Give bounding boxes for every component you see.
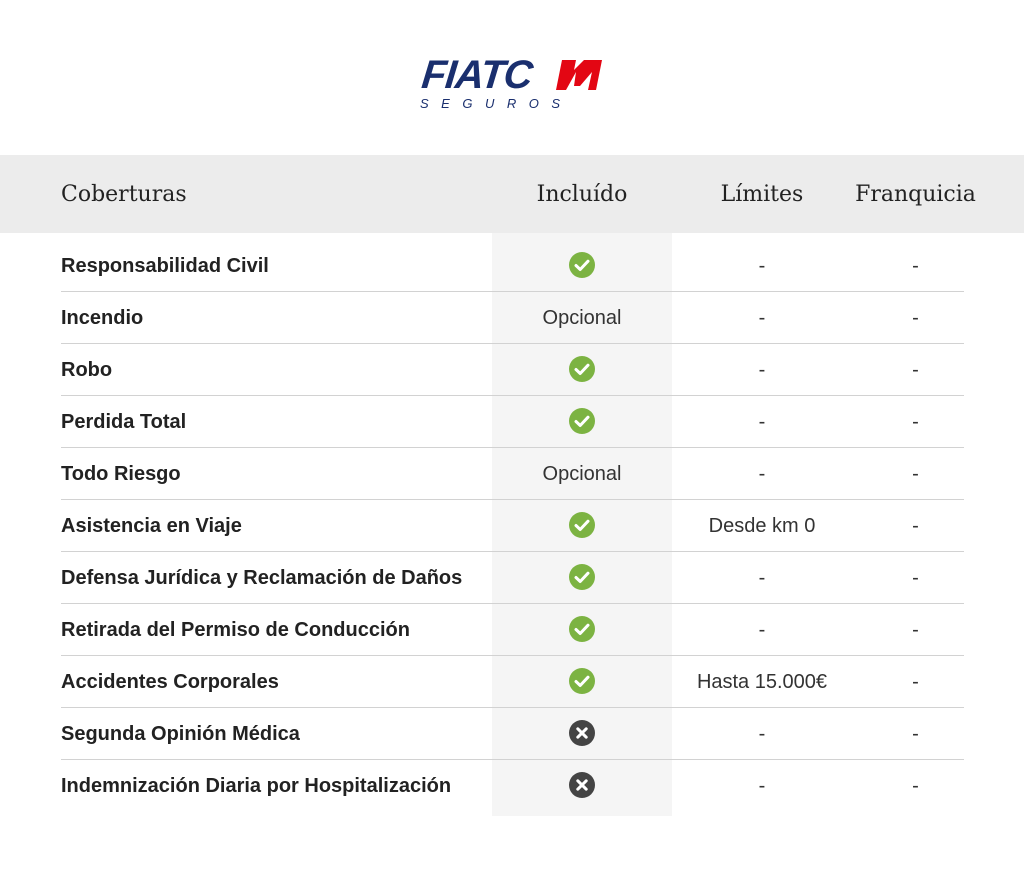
coverage-name: Incendio <box>61 307 144 329</box>
included-check-icon <box>492 656 672 707</box>
table-row <box>61 396 964 448</box>
table-row <box>61 656 964 708</box>
coverage-name: Defensa Jurídica y Reclamación de Daños <box>61 567 463 589</box>
not-included-cross-icon <box>492 760 672 811</box>
deductible-value: - <box>912 307 919 329</box>
not-included-cross-icon <box>492 708 672 759</box>
table-row <box>61 604 964 656</box>
deductible-value: - <box>912 619 919 641</box>
limit-value: - <box>758 567 766 589</box>
brand-mark-icon <box>556 56 604 94</box>
header-included: Incluído <box>536 182 628 207</box>
deductible-value: - <box>912 515 919 537</box>
included-check-icon <box>492 604 672 655</box>
included-check-icon <box>492 552 672 603</box>
coverage-table-body <box>61 240 964 811</box>
deductible-value: - <box>912 411 919 433</box>
coverage-name: Indemnización Diaria por Hospitalización <box>61 775 452 797</box>
coverage-name: Accidentes Corporales <box>61 671 279 693</box>
limit-value: - <box>758 723 766 745</box>
deductible-value: - <box>912 567 919 589</box>
brand-logo <box>419 53 605 112</box>
table-row <box>61 760 964 811</box>
limit-value: - <box>758 255 766 277</box>
limit-value: - <box>758 411 766 433</box>
limit-value: - <box>758 359 766 381</box>
header-deductible: Franquicia <box>855 182 976 207</box>
table-row <box>61 344 964 396</box>
deductible-value: - <box>912 671 919 693</box>
table-row <box>61 448 964 500</box>
included-check-icon <box>492 396 672 447</box>
limit-value: Desde km 0 <box>708 515 816 537</box>
table-row <box>61 500 964 552</box>
coverage-name: Retirada del Permiso de Conducción <box>61 619 410 641</box>
limit-value: - <box>758 307 766 329</box>
included-check-icon <box>492 500 672 551</box>
coverage-name: Robo <box>61 359 113 381</box>
included-check-icon <box>492 344 672 395</box>
coverage-name: Perdida Total <box>61 411 187 433</box>
limit-value: Hasta 15.000€ <box>696 671 828 693</box>
included-check-icon <box>492 240 672 291</box>
table-row <box>61 292 964 344</box>
limit-value: - <box>758 619 766 641</box>
limit-value: - <box>758 463 766 485</box>
deductible-value: - <box>912 723 919 745</box>
included-text: Opcional <box>542 307 622 329</box>
included-text: Opcional <box>542 463 622 485</box>
coverage-name: Responsabilidad Civil <box>61 255 269 277</box>
limit-value: - <box>758 775 766 797</box>
deductible-value: - <box>912 463 919 485</box>
brand-subtitle: SEGUROS <box>420 96 573 111</box>
table-row <box>61 708 964 760</box>
coverage-name: Segunda Opinión Médica <box>61 723 300 745</box>
header-coverage: Coberturas <box>61 182 187 207</box>
deductible-value: - <box>912 359 919 381</box>
deductible-value: - <box>912 255 919 277</box>
header-limits: Límites <box>720 182 804 207</box>
deductible-value: - <box>912 775 919 797</box>
coverage-name: Todo Riesgo <box>61 463 181 485</box>
table-row <box>61 240 964 292</box>
brand-name: FIATC <box>419 53 535 97</box>
coverage-name: Asistencia en Viaje <box>61 515 242 537</box>
table-row <box>61 552 964 604</box>
